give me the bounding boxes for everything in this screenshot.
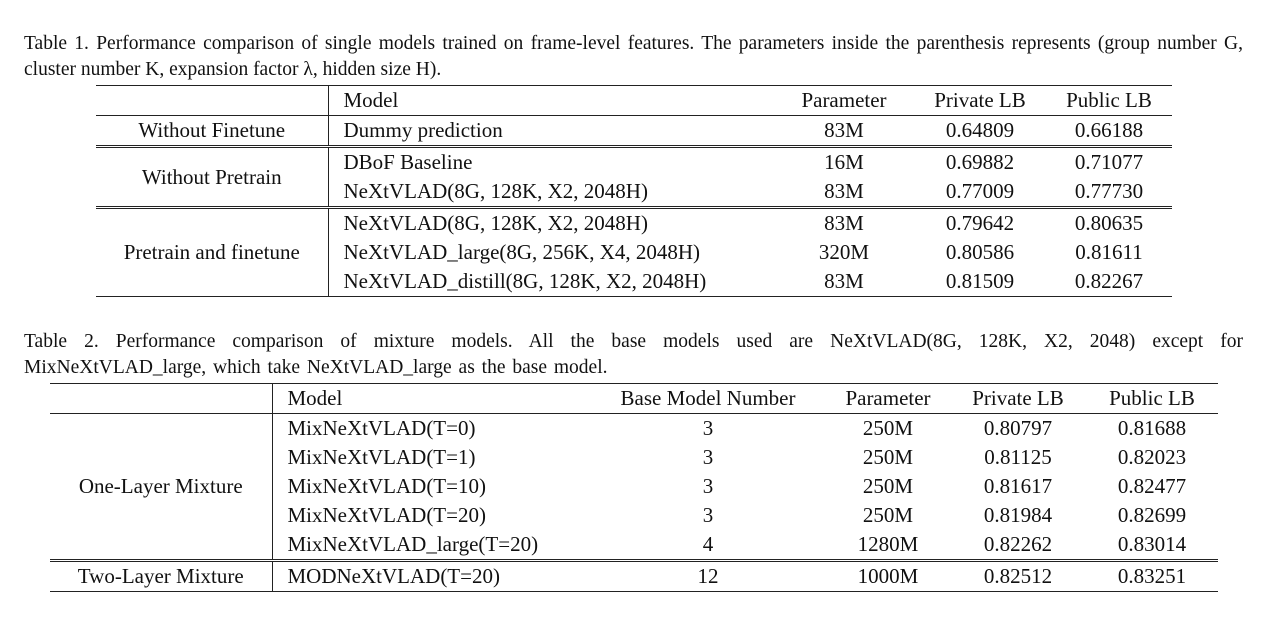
table2-header-base-number: Base Model Number — [590, 384, 826, 414]
private-lb-cell: 0.81125 — [984, 445, 1052, 469]
public-lb-cell: 0.82267 — [1046, 267, 1172, 297]
parameter-cell: 250M — [862, 445, 914, 469]
table-row — [96, 208, 1172, 239]
private-lb-cell: 0.81984 — [983, 503, 1053, 527]
parameter-cell: 83M — [774, 116, 914, 147]
model-cell: NeXtVLAD_distill(8G, 128K, X2, 2048H) — [328, 267, 774, 297]
base-number-cell: 3 — [702, 445, 714, 469]
public-lb-cell: 0.80635 — [1046, 208, 1172, 239]
private-lb-cell: 0.82262 — [983, 532, 1053, 556]
base-number-cell: 3 — [702, 503, 714, 527]
table1-group-label: Without Pretrain — [96, 147, 328, 208]
table-row — [96, 116, 1172, 147]
table1-header-row — [96, 86, 1172, 116]
private-lb-cell: 0.69882 — [914, 147, 1046, 178]
table2-header-parameter: Parameter — [826, 384, 950, 414]
parameter-cell: 320M — [818, 240, 870, 264]
private-lb-cell: 0.64809 — [914, 116, 1046, 147]
parameter-cell: 1000M — [826, 561, 950, 592]
table2-header-public: Public LB — [1086, 384, 1218, 414]
public-lb-cell: 0.83251 — [1086, 561, 1218, 592]
model-cell: MODNeXtVLAD(T=20) — [272, 561, 590, 592]
table1-caption: Table 1. Performance comparison of single models trained on frame-level features. The parameters inside the parenthesis represents (group number G, cluster number K, expansion factor λ, hidden size H). — [24, 33, 1243, 80]
table1-header-parameter: Parameter — [774, 86, 914, 116]
parameter-cell: 83M — [774, 267, 914, 297]
private-lb-cell: 0.79642 — [914, 208, 1046, 239]
base-number-cell: 3 — [702, 474, 714, 498]
private-lb-cell: 0.81509 — [914, 267, 1046, 297]
model-cell: Dummy prediction — [328, 116, 774, 147]
table-row — [96, 147, 1172, 178]
private-lb-cell: 0.80797 — [950, 414, 1086, 444]
table2-caption: Table 2. Performance comparison of mixture models. All the base models used are NeXtVLAD(8G, 128K, X2, 2048) except for MixNeXtVLAD_large, which take NeXtVLAD_large as the base model. — [24, 331, 1243, 378]
table2-group-label: One-Layer Mixture — [50, 414, 272, 561]
public-lb-cell: 0.83014 — [1117, 532, 1187, 556]
public-lb-cell: 0.82477 — [1117, 474, 1187, 498]
parameter-cell: 250M — [826, 414, 950, 444]
private-lb-cell: 0.80586 — [945, 240, 1015, 264]
model-cell: NeXtVLAD(8G, 128K, X2, 2048H) — [343, 179, 648, 203]
private-lb-cell: 0.77009 — [945, 179, 1015, 203]
public-lb-cell: 0.77730 — [1074, 179, 1144, 203]
table-row — [50, 414, 1218, 444]
model-cell: MixNeXtVLAD(T=10) — [287, 474, 486, 498]
model-cell: MixNeXtVLAD(T=1) — [287, 445, 476, 469]
model-cell: NeXtVLAD(8G, 128K, X2, 2048H) — [328, 208, 774, 239]
parameter-cell: 250M — [862, 474, 914, 498]
base-number-cell: 3 — [590, 414, 826, 444]
parameter-cell: 250M — [862, 503, 914, 527]
table1-header-group — [96, 86, 328, 116]
private-lb-cell: 0.81617 — [983, 474, 1053, 498]
base-number-cell: 4 — [702, 532, 714, 556]
table2-header-row — [50, 384, 1218, 414]
model-cell: MixNeXtVLAD(T=0) — [272, 414, 590, 444]
public-lb-cell: 0.82699 — [1117, 503, 1187, 527]
public-lb-cell: 0.71077 — [1046, 147, 1172, 178]
table2-header-group — [50, 384, 272, 414]
model-cell: MixNeXtVLAD(T=20) — [287, 503, 486, 527]
public-lb-cell: 0.81611 — [1075, 240, 1143, 264]
model-cell: MixNeXtVLAD_large(T=20) — [287, 532, 539, 556]
table1-group-label: Pretrain and finetune — [96, 208, 328, 297]
table1-header-private: Private LB — [914, 86, 1046, 116]
parameter-cell: 16M — [774, 147, 914, 178]
table2 — [50, 383, 1218, 592]
public-lb-cell: 0.82023 — [1117, 445, 1187, 469]
table2-header-private: Private LB — [950, 384, 1086, 414]
table-row — [50, 561, 1218, 592]
model-cell: DBoF Baseline — [328, 147, 774, 178]
table1-header-model: Model — [328, 86, 774, 116]
parameter-cell: 83M — [824, 179, 864, 203]
private-lb-cell: 0.82512 — [950, 561, 1086, 592]
table1-group-label: Without Finetune — [96, 116, 328, 147]
public-lb-cell: 0.81688 — [1086, 414, 1218, 444]
table2-group-label: Two-Layer Mixture — [50, 561, 272, 592]
base-number-cell: 12 — [590, 561, 826, 592]
table1-header-public: Public LB — [1046, 86, 1172, 116]
table1 — [96, 85, 1172, 297]
model-cell: NeXtVLAD_large(8G, 256K, X4, 2048H) — [343, 240, 701, 264]
public-lb-cell: 0.66188 — [1046, 116, 1172, 147]
parameter-cell: 83M — [774, 208, 914, 239]
parameter-cell: 1280M — [857, 532, 919, 556]
table2-header-model: Model — [272, 384, 590, 414]
